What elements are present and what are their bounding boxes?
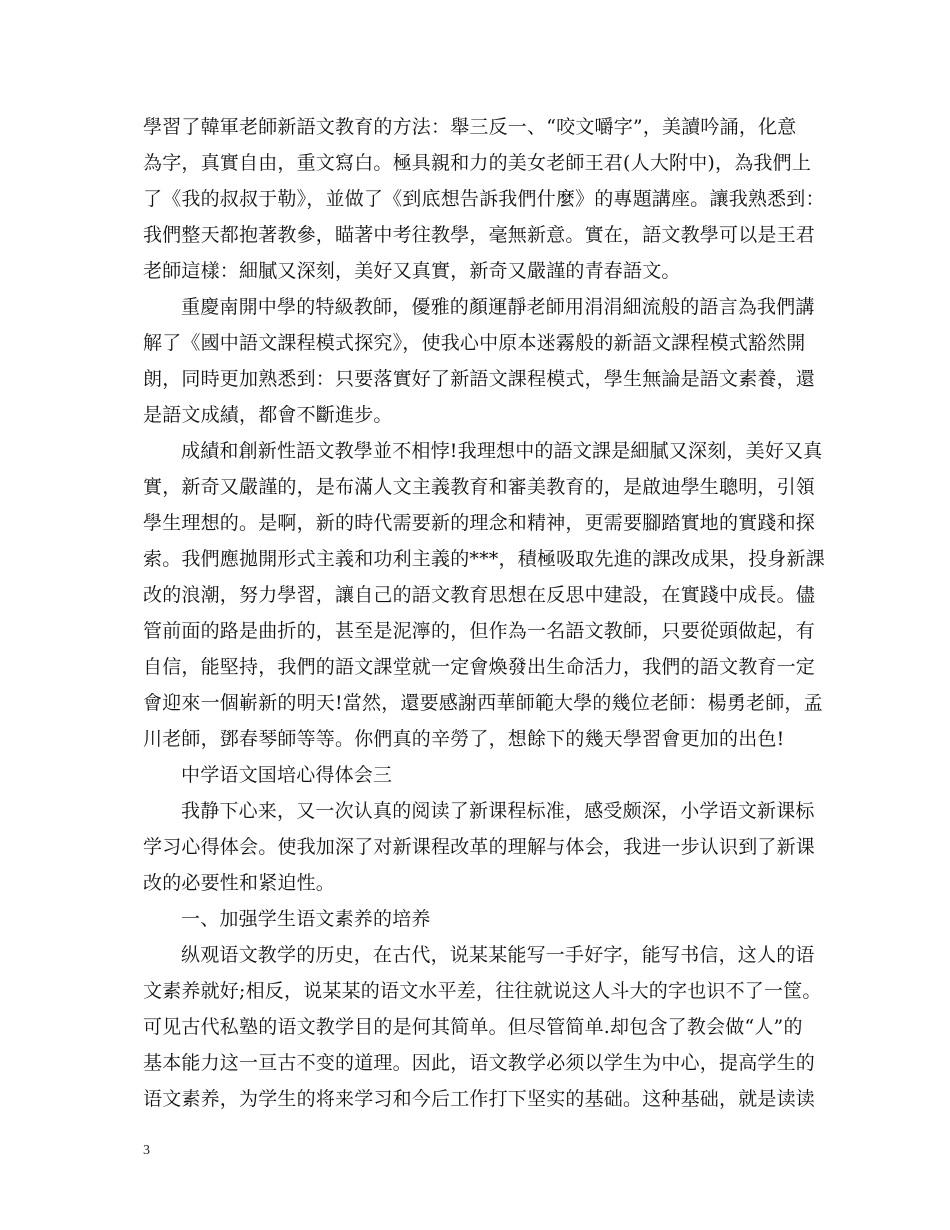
text-line: 改的必要性和紧迫性。 bbox=[143, 872, 336, 894]
text-line: 川老師，鄧春琴師等等。你們真的辛勞了，想餘下的幾天學習會更加的出色! bbox=[143, 728, 785, 750]
section-title: 中学语文国培心得体会三 bbox=[181, 764, 393, 786]
text-line: 语文素养，为学生的将来学习和今后工作打下坚实的基础。这种基础，就是读读 bbox=[143, 1088, 816, 1110]
paragraph-start-line: 我静下心来，又一次认真的阅读了新课程标准，感受颇深，小学语文新课标 bbox=[181, 800, 815, 822]
text-line: 可见古代私塾的语文教学目的是何其简单。但尽管简单.却包含了教会做“人”的 bbox=[143, 1016, 803, 1038]
text-line: 朗，同時更加熟悉到：只要落實好了新語文課程模式，學生無論是語文素養，還 bbox=[143, 368, 816, 390]
text-line: 改的浪潮，努力學習，讓自己的語文教育思想在反思中建設，在實踐中成長。儘 bbox=[143, 584, 816, 606]
paragraph-start-line: 纵观语文教学的历史，在古代，说某某能写一手好字，能写书信，这人的语 bbox=[181, 944, 815, 966]
text-line: 為字，真實自由，重文寫白。極具親和力的美女老師王君(人大附中)，為我們上 bbox=[143, 152, 812, 174]
paragraph-start-line: 重慶南開中學的特級教師，優雅的顏運靜老師用涓涓細流般的語言為我們講 bbox=[181, 296, 815, 318]
text-line: 學習了韓軍老師新語文教育的方法：舉三反一、“咬文嚼字”，美讀吟誦，化意 bbox=[143, 116, 797, 138]
text-line: 我們整天都抱著教參，瞄著中考往教學，毫無新意。實在，語文教學可以是王君 bbox=[143, 224, 816, 246]
text-line: 索。我們應拋開形式主義和功利主義的***，積極吸取先進的課改成果，投身新課 bbox=[143, 548, 825, 570]
text-line: 学习心得体会。使我加深了对新课程改革的理解与体会，我进一步认识到了新课 bbox=[143, 836, 816, 858]
text-line: 基本能力这一亘古不变的道理。因此，语文教学必须以学生为中心，提高学生的 bbox=[143, 1052, 816, 1074]
text-line: 解了《國中語文課程模式探究》，使我心中原本迷霧般的新語文課程模式豁然開 bbox=[143, 332, 806, 354]
text-line: 文素养就好;相反，说某某的语文水平差，往往就说这人斗大的字也识不了一筐。 bbox=[143, 980, 822, 1002]
text-line: 會迎來一個嶄新的明天!當然，還要感謝西華師範大學的幾位老師：楊勇老師，孟 bbox=[143, 692, 823, 714]
page-number: 3 bbox=[143, 1143, 150, 1158]
paragraph-start-line: 成績和創新性語文教學並不相悖!我理想中的語文課是細膩又深刻，美好又真 bbox=[181, 440, 823, 462]
text-line: 實，新奇又嚴謹的，是布滿人文主義教育和審美教育的，是啟迪學生聰明，引領 bbox=[143, 476, 816, 498]
text-line: 老師這樣：細膩又深刻，美好又真實，新奇又嚴謹的青春語文。 bbox=[143, 260, 681, 282]
text-line: 學生理想的。是啊，新的時代需要新的理念和精神，更需要腳踏實地的實踐和探 bbox=[143, 512, 816, 534]
text-line: 管前面的路是曲折的，甚至是泥濘的，但作為一名語文教師，只要從頭做起，有 bbox=[143, 620, 816, 642]
text-line: 了《我的叔叔于勒》，並做了《到底想告訴我們什麼》的專題講座。讓我熟悉到： bbox=[143, 188, 825, 210]
text-line: 自信，能堅持，我們的語文課堂就一定會煥發出生命活力，我們的語文教育一定 bbox=[143, 656, 816, 678]
subheading: 一、加强学生语文素养的培养 bbox=[181, 908, 431, 930]
text-line: 是語文成績，都會不斷進步。 bbox=[143, 404, 393, 426]
